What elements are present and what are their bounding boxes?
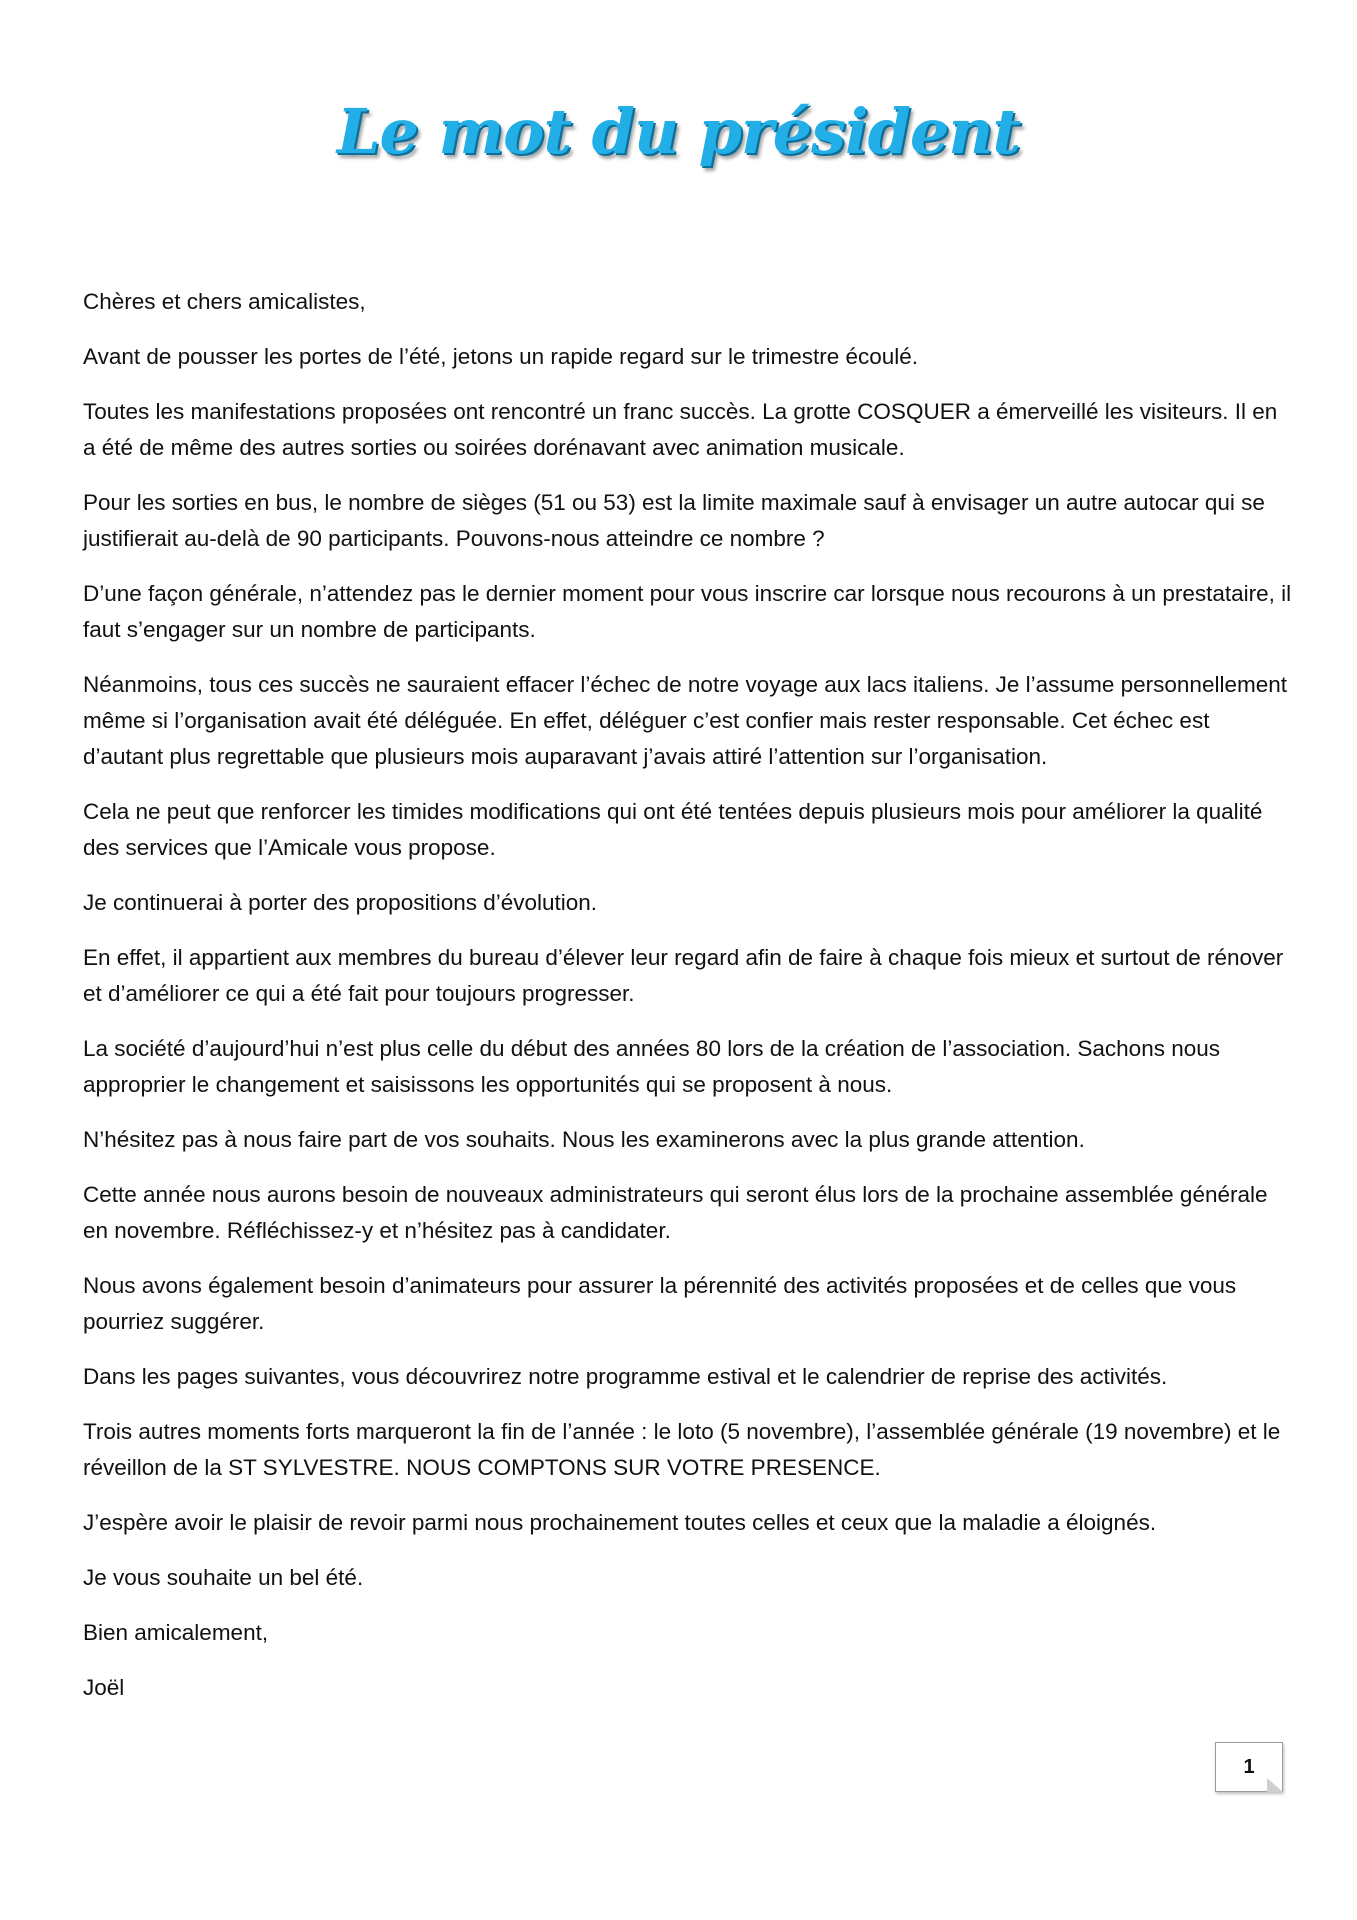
closing: Bien amicalement,: [83, 1620, 269, 1645]
page-number: 1: [1243, 1756, 1255, 1778]
paragraph: Toutes les manifestations proposées ont rencontré un franc succès. La grotte COSQUER a émerveillé les visiteurs. Il en a été de même des autres sorties ou soirées dorénavant avec animation musicale.: [83, 399, 1278, 460]
paragraph: Nous avons également besoin d’animateurs pour assurer la pérennité des activités proposées et de celles que vous pourriez suggérer.: [83, 1273, 1237, 1334]
paragraph: Je continuerai à porter des propositions d’évolution.: [83, 890, 598, 915]
page-title: Le mot du président: [336, 95, 1021, 168]
paragraph: Néanmoins, tous ces succès ne sauraient effacer l’échec de notre voyage aux lacs italiens. Je l’assume personnellement même si l’organisation avait été déléguée. En effet, déléguer c’est confier mais rester responsable. Cet échec est d’autant plus regrettable que plusieurs mois auparavant j’avais attiré l’attention sur l’organisation.: [83, 672, 1287, 769]
paragraph: Cela ne peut que renforcer les timides modifications qui ont été tentées depuis plusieurs mois pour améliorer la qualité des services que l’Amicale vous propose.: [83, 799, 1263, 860]
paragraph: Je vous souhaite un bel été.: [83, 1565, 364, 1590]
paragraph: En effet, il appartient aux membres du bureau d’élever leur regard afin de faire à chaque fois mieux et surtout de rénover et d’améliorer ce qui a été fait pour toujours progresser.: [83, 945, 1284, 1006]
salutation: Chères et chers amicalistes,: [83, 289, 366, 314]
paragraph: Avant de pousser les portes de l’été, jetons un rapide regard sur le trimestre écoulé.: [83, 344, 919, 369]
paragraph: J’espère avoir le plaisir de revoir parmi nous prochainement toutes celles et ceux que la maladie a éloignés.: [83, 1510, 1157, 1535]
paragraph: N’hésitez pas à nous faire part de vos souhaits. Nous les examinerons avec la plus grande attention.: [83, 1127, 1085, 1152]
paragraph: D’une façon générale, n’attendez pas le dernier moment pour vous inscrire car lorsque nous recourons à un prestataire, il faut s’engager sur un nombre de participants.: [83, 581, 1292, 642]
paragraph: La société d’aujourd’hui n’est plus celle du début des années 80 lors de la création de l’association. Sachons nous approprier le changement et saisissons les opportunités qui se proposent à nous.: [83, 1036, 1220, 1097]
paragraph: Dans les pages suivantes, vous découvrirez notre programme estival et le calendrier de reprise des activités.: [83, 1364, 1168, 1389]
letter-body: [83, 284, 1293, 1725]
signature: Joël: [83, 1675, 125, 1700]
paragraph: Cette année nous aurons besoin de nouveaux administrateurs qui seront élus lors de la prochaine assemblée générale en novembre. Réfléchissez-y et n’hésitez pas à candidater.: [83, 1182, 1268, 1243]
paragraph: Pour les sorties en bus, le nombre de sièges (51 ou 53) est la limite maximale sauf à envisager un autre autocar qui se justifierait au-delà de 90 participants. Pouvons-nous atteindre ce nombre ?: [83, 490, 1265, 551]
page-number-box: [1215, 1742, 1283, 1792]
paragraph: Trois autres moments forts marqueront la fin de l’année : le loto (5 novembre), l’assemblée générale (19 novembre) et le réveillon de la ST SYLVESTRE. NOUS COMPTONS SUR VOTRE PRESENCE.: [83, 1419, 1281, 1480]
